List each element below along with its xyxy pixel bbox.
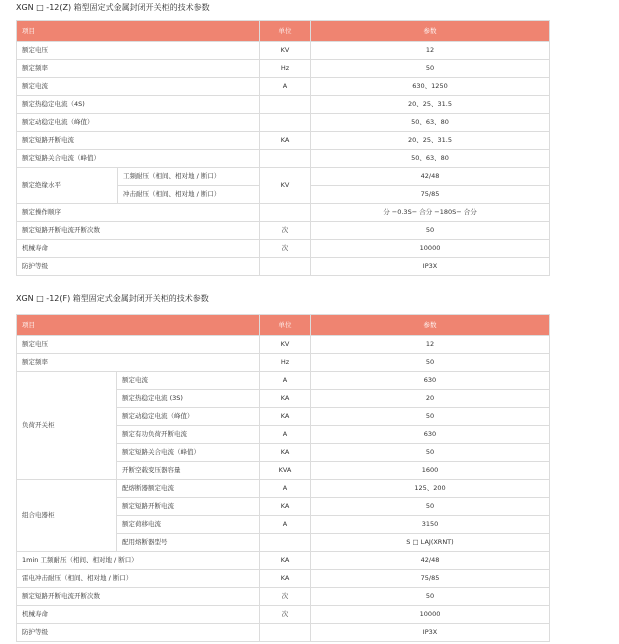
insulation-cell	[17, 168, 260, 204]
insulation-sub-value: 42/48	[311, 168, 549, 186]
sub-row-value: 50	[311, 498, 550, 516]
header-unit: 单位	[260, 21, 311, 42]
row-unit	[260, 258, 311, 276]
row-value: 20、25、31.5	[311, 132, 550, 150]
sub-row-value: 20	[311, 390, 550, 408]
row-unit: KV	[260, 336, 311, 354]
row-name: 防护等级	[17, 258, 260, 276]
table-row	[17, 96, 550, 114]
table-row	[17, 222, 550, 240]
sub-row-name: 额定短路关合电流（峰值）	[117, 444, 260, 462]
row-value: 50、63、80	[311, 150, 550, 168]
row-value: 12	[311, 42, 550, 60]
row-unit: 次	[260, 222, 311, 240]
table-row	[17, 480, 550, 498]
sub-row-name: 配熔断器额定电流	[117, 480, 260, 498]
sub-row-name: 额定短路开断电流	[117, 498, 260, 516]
group-label-load-switch: 负荷开关柜	[17, 372, 117, 480]
row-name: 额定频率	[17, 354, 260, 372]
row-name: 机械寿命	[17, 240, 260, 258]
row-name: 额定短路开断电流开断次数	[17, 222, 260, 240]
row-value: 20、25、31.5	[311, 96, 550, 114]
table-row	[17, 258, 550, 276]
row-name: 额定热稳定电流（4S)	[17, 96, 260, 114]
row-name: 机械寿命	[17, 606, 260, 624]
row-unit	[260, 204, 311, 222]
sub-row-name: 额定热稳定电流 (3S)	[117, 390, 260, 408]
row-value: 50	[311, 60, 550, 78]
sub-row-value: 630	[311, 426, 550, 444]
table2-title: XGN □ -12(F) 箱型固定式金属封闭开关柜的技术参数	[16, 294, 209, 303]
row-unit: KV	[260, 42, 311, 60]
sub-row-unit: A	[260, 426, 311, 444]
row-unit: 次	[260, 606, 311, 624]
sub-row-name: 额定荷移电流	[117, 516, 260, 534]
sub-row-value: 630	[311, 372, 550, 390]
row-unit: KA	[260, 570, 311, 588]
header-unit: 单位	[260, 315, 311, 336]
table-row	[17, 60, 550, 78]
table-row	[17, 354, 550, 372]
sub-row-unit: A	[260, 372, 311, 390]
row-name: 雷电冲击耐压（相间、相对地 / 断口）	[17, 570, 260, 588]
sub-row-name: 配用熔断器型号	[117, 534, 260, 552]
row-value: 50	[311, 354, 550, 372]
table-row	[17, 588, 550, 606]
table-row	[17, 114, 550, 132]
table-row	[17, 336, 550, 354]
row-value: 50	[311, 588, 550, 606]
row-name: 1min 工频耐压（相间、相对地 / 断口）	[17, 552, 260, 570]
row-name: 额定电压	[17, 336, 260, 354]
header-param: 参数	[311, 315, 550, 336]
row-unit: Hz	[260, 354, 311, 372]
row-name: 额定短路开断电流开断次数	[17, 588, 260, 606]
row-value: 630、1250	[311, 78, 550, 96]
sub-row-unit: KA	[260, 498, 311, 516]
sub-row-name: 开断空载变压器容量	[117, 462, 260, 480]
table-row	[17, 372, 550, 390]
sub-row-unit: KVA	[260, 462, 311, 480]
insulation-values	[311, 168, 550, 204]
sub-row-unit: KA	[260, 408, 311, 426]
row-unit	[260, 150, 311, 168]
header-item: 项目	[17, 315, 260, 336]
sub-row-unit: A	[260, 480, 311, 498]
table-row	[17, 552, 550, 570]
sub-row-value: 3150	[311, 516, 550, 534]
table-row	[17, 624, 550, 642]
row-unit: KA	[260, 132, 311, 150]
table-row	[17, 132, 550, 150]
row-unit	[260, 96, 311, 114]
header-param: 参数	[311, 21, 550, 42]
row-value: 75/85	[311, 570, 550, 588]
row-name: 额定动稳定电流（峰值）	[17, 114, 260, 132]
table-header-row	[17, 21, 550, 42]
insulation-sub-value: 75/85	[420, 190, 440, 198]
sub-row-name: 额定有功负荷开断电流	[117, 426, 260, 444]
sub-row-value: 125、200	[311, 480, 550, 498]
row-name: 额定电流	[17, 78, 260, 96]
sub-row-value: 50	[311, 408, 550, 426]
spec-table-f	[16, 314, 550, 642]
sub-row-unit: A	[260, 516, 311, 534]
sub-row-name: 额定动稳定电流（峰值）	[117, 408, 260, 426]
row-unit	[260, 624, 311, 642]
table-row	[17, 204, 550, 222]
insulation-unit: KV	[260, 168, 311, 204]
row-name: 额定频率	[17, 60, 260, 78]
row-unit: 次	[260, 240, 311, 258]
row-value: IP3X	[311, 624, 550, 642]
table1-title: XGN □ -12(Z) 箱型固定式金属封闭开关柜的技术参数	[16, 3, 210, 12]
sub-row-value: 1600	[311, 462, 550, 480]
row-value: 12	[311, 336, 550, 354]
row-name: 额定操作顺序	[17, 204, 260, 222]
table-row	[17, 150, 550, 168]
row-value: 分 −0.3S− 合分 −180S− 合分	[311, 204, 550, 222]
row-unit: Hz	[260, 60, 311, 78]
sub-row-value: S □ LAJ(XRNT)	[311, 534, 550, 552]
insulation-sub-name: 工频耐压（相间、相对地 / 断口）	[118, 168, 259, 186]
sub-row-unit: KA	[260, 444, 311, 462]
sub-row-name: 额定电流	[117, 372, 260, 390]
row-name: 额定短路关合电流（峰值）	[17, 150, 260, 168]
row-name: 额定短路开断电流	[17, 132, 260, 150]
table-row	[17, 168, 550, 204]
sub-row-unit: KA	[260, 390, 311, 408]
table-row	[17, 78, 550, 96]
insulation-sub-name: 冲击耐压（相间、相对地 / 断口）	[123, 190, 221, 198]
header-item: 项目	[17, 21, 260, 42]
row-unit: 次	[260, 588, 311, 606]
spec-table-z	[16, 20, 550, 276]
row-value: 10000	[311, 240, 550, 258]
row-unit: KA	[260, 552, 311, 570]
table-header-row	[17, 315, 550, 336]
row-unit: A	[260, 78, 311, 96]
table-row	[17, 606, 550, 624]
row-value: 42/48	[311, 552, 550, 570]
sub-row-value: 50	[311, 444, 550, 462]
sub-row-unit	[260, 534, 311, 552]
row-name: 防护等级	[17, 624, 260, 642]
row-name: 额定电压	[17, 42, 260, 60]
row-unit	[260, 114, 311, 132]
table-row	[17, 570, 550, 588]
table-row	[17, 240, 550, 258]
row-value: IP3X	[311, 258, 550, 276]
group-label-combo: 组合电器柜	[17, 480, 117, 552]
row-value: 10000	[311, 606, 550, 624]
row-value: 50	[311, 222, 550, 240]
row-value: 50、63、80	[311, 114, 550, 132]
table-row	[17, 42, 550, 60]
insulation-label: 额定绝缘水平	[17, 168, 118, 203]
